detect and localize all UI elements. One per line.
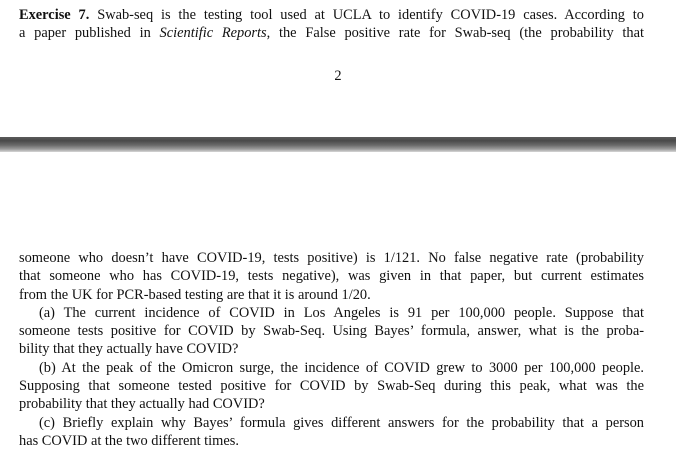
part-a-line: bility that they actually have COVID?	[19, 341, 239, 358]
page-separator	[0, 137, 676, 152]
exercise-line-1: Exercise 7. Swab-seq is the testing tool used at UCLA to identify COVID-19 cases. According to	[19, 7, 645, 23]
part-b-line: Supposing that someone tested positive for COVID by Swab-Seq during this peak, what was the	[19, 378, 644, 395]
journal-name: Scientific Reports	[159, 25, 267, 42]
continuation-line: someone who doesn’t have COVID-19, tests positive) is 1/121. No false negative rate (probability	[19, 250, 644, 266]
continuation-line: from the UK for PCR-based testing are that it is around 1/20.	[19, 286, 371, 303]
page-number: 2	[334, 68, 342, 84]
part-c-line: has COVID at the two different times.	[19, 432, 239, 449]
exercise-label: Exercise 7.	[19, 7, 90, 23]
part-a-line: someone tests positive for COVID by Swab-Seq. Using Bayes’ formula, answer, what is the proba-	[19, 323, 644, 340]
exercise-intro	[19, 6, 644, 43]
continuation-line: that someone who has COVID-19, tests negative), was given in that paper, but current estimates	[19, 268, 644, 285]
exercise-line-2: a paper published in Scientific Reports, the False positive rate for Swab-seq (the probability that	[19, 25, 644, 42]
exercise-body	[19, 249, 644, 450]
part-b-line: probability that they actually had COVID?	[19, 396, 265, 413]
part-a-line: (a) The current incidence of COVID in Los Angeles is 91 per 100,000 people. Suppose that	[39, 304, 644, 321]
part-c-line: (c) Briefly explain why Bayes’ formula gives different answers for the probability that a person	[39, 414, 644, 431]
part-b-line: (b) At the peak of the Omicron surge, the incidence of COVID grew to 3000 per 100,000 people.	[39, 359, 644, 376]
